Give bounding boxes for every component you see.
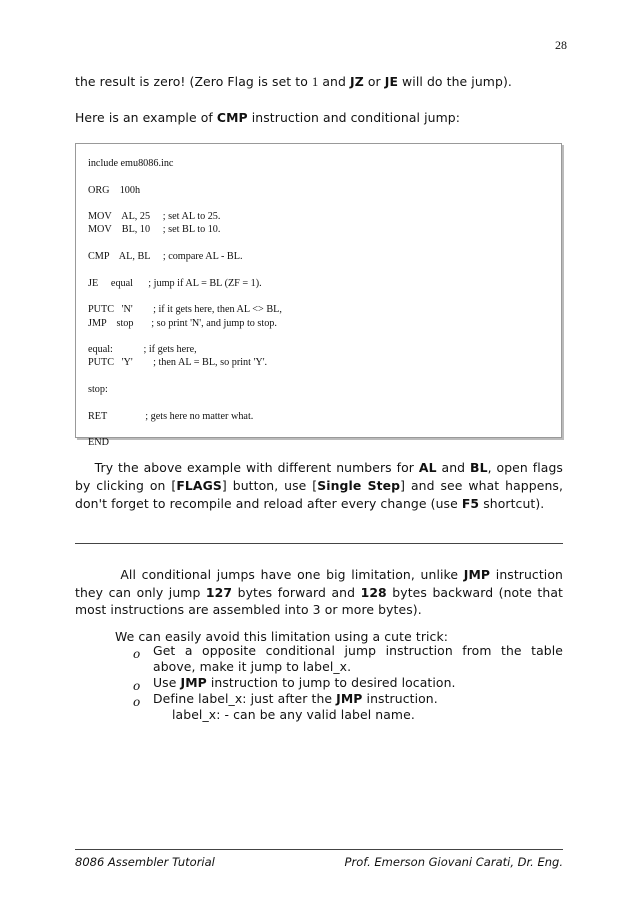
jmp-keyword: JMP (336, 691, 363, 706)
para-text: Try the above example with different numbers for (75, 460, 419, 475)
intro-one: 1 (311, 75, 319, 89)
para-text: bytes forward and (232, 584, 361, 600)
code-line (88, 370, 282, 383)
list-item (131, 675, 563, 691)
number-128: 128 (360, 584, 387, 600)
list-item (131, 691, 563, 707)
code-line: equal: ; if gets here, (88, 344, 197, 356)
intro-line-2 (75, 110, 460, 125)
bullet-icon: o (133, 679, 141, 693)
footer-author: Prof. Emerson Giovani Carati, Dr. Eng. (344, 855, 563, 869)
page-number: 28 (555, 38, 567, 52)
bullet-icon: o (133, 695, 141, 709)
code-line: include emu8086.inc (88, 158, 174, 169)
section-divider (75, 543, 563, 544)
code-line: PUTC 'N' ; if it gets here, then AL <> BL, (88, 304, 282, 316)
code-line: END (88, 437, 109, 449)
footer-divider (75, 849, 563, 850)
list-item-text: instruction. (362, 691, 438, 706)
code-line: RET ; gets here no matter what. (88, 410, 254, 422)
para-text: ] and see what happens, don't forget to recompile and reload after every change (use (75, 478, 563, 511)
para-text: and (436, 460, 471, 475)
code-line (88, 197, 282, 210)
code-example-box (75, 143, 562, 449)
intro-text: instruction and conditional jump: (247, 110, 461, 125)
code-line (88, 423, 282, 436)
code-line: PUTC 'Y' ; then AL = BL, so print 'Y'. (88, 357, 268, 369)
list-item-text: Use (153, 675, 181, 690)
jmp-keyword: JMP (463, 567, 491, 582)
paragraph-try-example (75, 459, 563, 513)
para-text: All conditional jumps have one big limitation, unlike (75, 567, 464, 582)
intro-line-1 (75, 74, 563, 90)
bullet-icon: o (133, 647, 141, 661)
intro-text: the result is zero! (Zero Flag is set to (75, 74, 312, 89)
code-line (88, 396, 282, 409)
para-text: instruction they can only jump (75, 567, 563, 600)
code-line (88, 290, 282, 303)
f5-keyword: F5 (461, 496, 480, 511)
code-listing (88, 157, 282, 450)
intro-text: Here is an example of (75, 110, 217, 125)
number-127: 127 (205, 584, 233, 600)
jmp-keyword: JMP (180, 675, 207, 690)
code-line (88, 330, 282, 343)
list-item (131, 643, 563, 675)
code-line: JE equal ; jump if AL = BL (ZF = 1). (88, 277, 262, 289)
footer-title: 8086 Assembler Tutorial (75, 855, 215, 869)
list-item-text: instruction to jump to desired location. (206, 675, 456, 690)
list-item-text: Define label_x: just after the (153, 691, 337, 706)
bl-keyword: BL (470, 460, 488, 475)
code-line: ORG 100h (88, 184, 141, 196)
code-line (88, 170, 282, 183)
para-text: , open flags by clicking on [ (75, 460, 563, 493)
flags-keyword: FLAGS (176, 478, 222, 493)
code-line: MOV BL, 10 ; set BL to 10. (88, 224, 221, 236)
paragraph-limitation (75, 566, 563, 619)
trick-list (131, 643, 563, 707)
code-line (88, 237, 282, 250)
intro-text: will do the jump). (398, 74, 512, 89)
para-text: ] button, use [ (221, 478, 318, 493)
code-line: CMP AL, BL ; compare AL - BL. (88, 251, 243, 263)
cmp-keyword: CMP (216, 110, 248, 125)
intro-text: or (363, 74, 385, 89)
single-step-keyword: Single Step (317, 478, 401, 493)
al-keyword: AL (418, 460, 437, 475)
code-line (88, 263, 282, 276)
list-item-text: Get a opposite conditional jump instruction from the table above, make it jump to label_x. (153, 643, 563, 674)
para-text: shortcut). (479, 496, 545, 511)
intro-text: and (318, 74, 350, 89)
para-text: bytes backward (note that most instructions are assembled into 3 or more bytes). (75, 584, 563, 617)
code-line: MOV AL, 25 ; set AL to 25. (88, 211, 221, 223)
jz-keyword: JZ (349, 74, 364, 89)
code-line: stop: (88, 384, 108, 396)
code-line: JMP stop ; so print 'N', and jump to stop. (88, 317, 277, 329)
label-note: label_x: - can be any valid label name. (172, 707, 415, 722)
paragraph-trick: We can easily avoid this limitation using a cute trick: (115, 629, 449, 644)
je-keyword: JE (384, 74, 399, 89)
